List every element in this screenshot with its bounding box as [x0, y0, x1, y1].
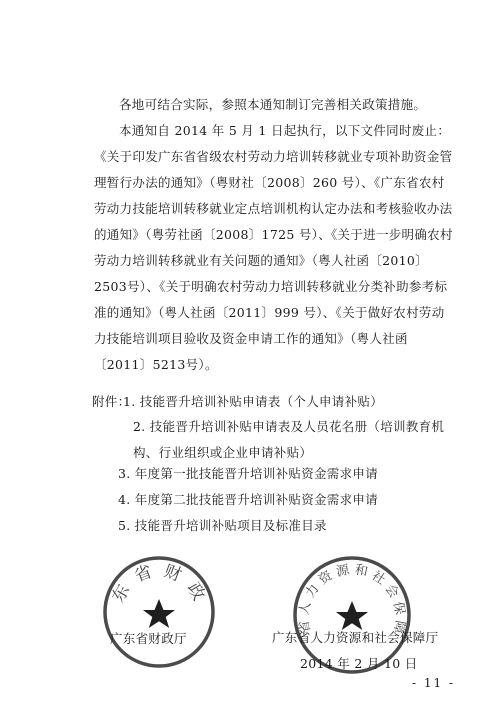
seal-star-icon	[143, 599, 175, 628]
seal-1-text: 东 省 财 政	[108, 561, 210, 606]
attachment-item-3: 3. 年度第一批技能晋升培训补贴资金需求申请	[118, 466, 379, 481]
body-paragraph-2	[94, 118, 454, 378]
attachment-item-5: 5. 技能晋升培训补贴项目及标准目录	[118, 518, 327, 533]
seal-star-icon	[336, 601, 368, 630]
attachment-item-4: 4. 年度第二批技能晋升培训补贴资金需求申请	[118, 492, 379, 507]
signature-finance-dept: 广东省财政厅	[110, 631, 187, 646]
finance-department-seal	[100, 553, 218, 671]
body-paragraph-1	[94, 92, 454, 118]
paragraph-text: 各地可结合实际，参照本通知制订完善相关政策措施。	[119, 97, 427, 112]
signature-date: 2014 年 2 月 10 日	[300, 656, 418, 671]
attachment-item-1: 1. 技能晋升培训补贴申请表（个人申请补贴）	[123, 394, 384, 409]
signature-hr-dept: 广东省人力资源和社会保障厅	[272, 630, 439, 645]
attachments-label: 附件：	[92, 394, 131, 409]
page-number: - 11 -	[412, 676, 456, 690]
paragraph-text: 本通知自 2014 年 5 月 1 日起执行，以下文件同时废止：《关于印发广东省省级农村劳动力培训转移就业专项补助资金管理暂行办法的通知》（粤财社〔2008〕260 号）、《广东省农村劳动力技能培训转移就业定点培训机构认定办法和考核验收办法的通知》（粤劳社函〔2008〕1725 号）、《关于进一步明确农村劳动力培训转移就业有关问题的通知》（粤人社函〔2010〕2503号）、《关于明确农村劳动力培训转移就业分类补助参考标准的通知》（粤人社函〔2011〕999 号）、《关于做好农村劳动力技能培训项目验收及资金申请工作的通知》（粤人社函〔2011〕5213号）。	[94, 123, 453, 372]
attachment-item-2: 2. 技能晋升培训补贴申请表及人员花名册（培训教育机构、行业组织或企业申请补贴）	[133, 419, 445, 460]
seal-2-text: 省 人 力 资 源 和 社 会 保 障	[296, 562, 408, 635]
